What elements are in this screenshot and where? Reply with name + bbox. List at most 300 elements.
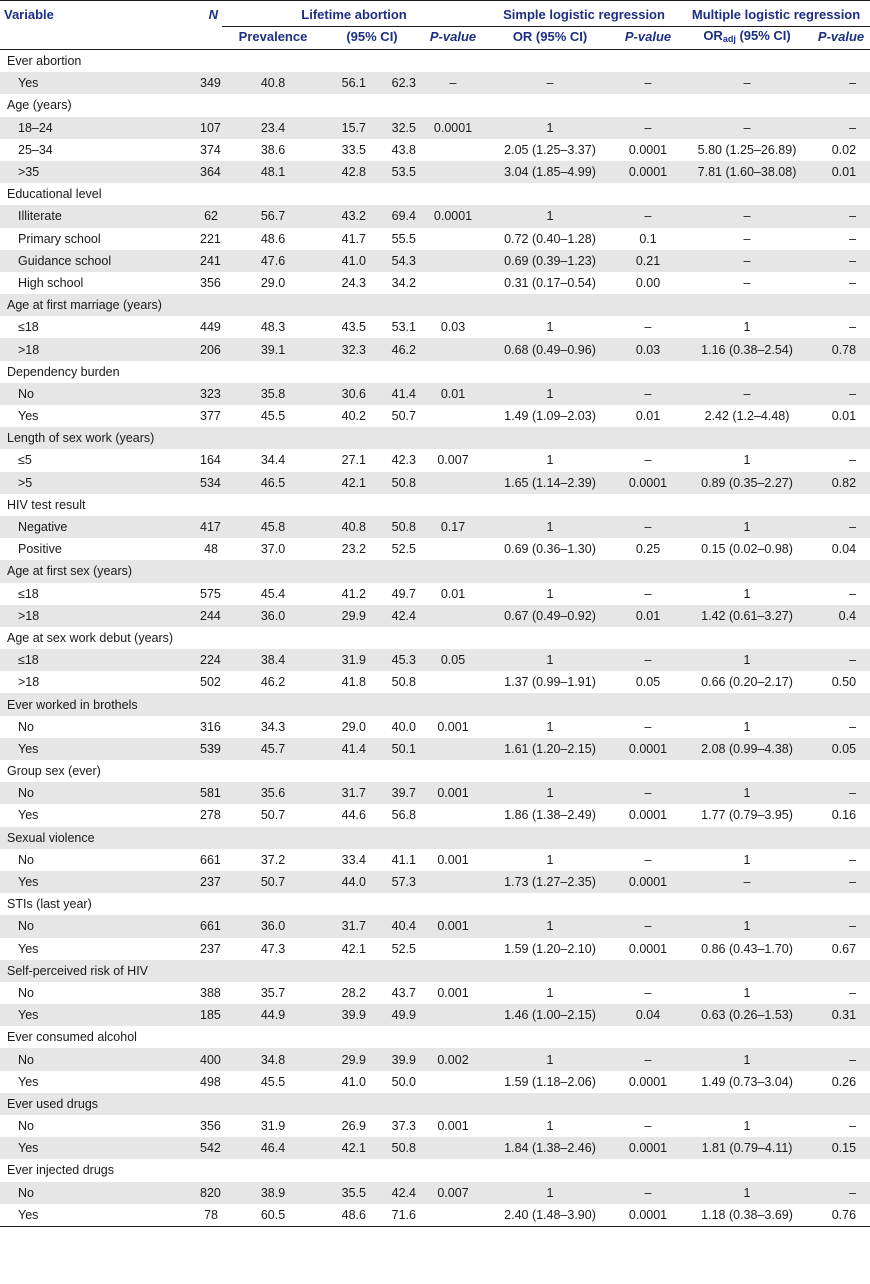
table-row xyxy=(0,1115,870,1137)
category-row xyxy=(0,183,870,205)
or-adj-cell: 1 xyxy=(682,1182,812,1204)
row-label: ≤18 xyxy=(18,320,39,335)
header-multiple-logistic-regression: Multiple logistic regression xyxy=(682,1,870,28)
n-cell xyxy=(196,693,222,715)
or-cell: 1.49 (1.09–2.03) xyxy=(504,409,596,424)
prevalence-cell: 34.4 xyxy=(260,453,286,468)
p-value-cell xyxy=(420,50,486,73)
n-cell xyxy=(196,893,222,915)
ci-low-cell: 44.6 xyxy=(341,808,366,823)
ci-high-cell xyxy=(370,760,420,782)
prevalence-cell: 46.5 xyxy=(222,472,324,494)
row-label: >18 xyxy=(0,605,196,627)
ci-low-cell xyxy=(324,50,370,73)
p-value-multiple-cell: 0.01 xyxy=(812,161,870,183)
p-value-multiple-cell: – xyxy=(849,320,857,335)
row-label: 18–24 xyxy=(0,117,196,139)
or-adj-cell xyxy=(682,294,812,316)
table-row xyxy=(0,228,870,250)
p-value-simple-cell: – xyxy=(614,516,682,538)
category-label: STIs (last year) xyxy=(7,897,92,912)
p-value-simple-cell: – xyxy=(614,383,682,405)
p-value-multiple-cell: – xyxy=(849,586,857,601)
category-label: Age at first sex (years) xyxy=(0,560,196,582)
ci-low-cell: 41.7 xyxy=(341,231,366,246)
ci-low-cell: 29.0 xyxy=(341,719,366,734)
ci-high-cell: 71.6 xyxy=(370,1204,420,1227)
ci-high-cell: 50.8 xyxy=(370,472,420,494)
ci-high-cell: 53.5 xyxy=(370,161,420,183)
p-value-simple-cell: – xyxy=(614,1182,682,1204)
or-adj-cell: 1 xyxy=(743,1119,751,1134)
prevalence-cell xyxy=(222,627,324,649)
ci-low-cell: 41.0 xyxy=(341,1074,366,1089)
or-adj-cell: 1.77 (0.79–3.95) xyxy=(701,808,793,823)
ci-low-cell: 42.1 xyxy=(324,472,370,494)
or-adj-cell: 1 xyxy=(682,782,812,804)
category-label: Dependency burden xyxy=(7,364,120,379)
prevalence-cell xyxy=(222,427,324,449)
ci-low-cell: 32.3 xyxy=(324,338,370,360)
or-adj-cell: 2.42 (1.2–4.48) xyxy=(704,409,790,424)
row-label: Negative xyxy=(0,516,196,538)
n-cell: 356 xyxy=(200,275,221,290)
or-cell: 0.68 (0.49–0.96) xyxy=(486,338,614,360)
ci-low-cell xyxy=(324,361,370,383)
p-value-simple-cell: – xyxy=(644,719,652,734)
p-value-multiple-cell xyxy=(812,960,870,982)
or-adj-cell: 1 xyxy=(743,852,751,867)
ci-low-cell: 31.9 xyxy=(324,649,370,671)
row-label: Yes xyxy=(0,1204,196,1227)
p-value-simple-cell: – xyxy=(644,586,652,601)
row-label: Yes xyxy=(0,1137,196,1159)
p-value-multiple-cell: – xyxy=(849,453,857,468)
or-adj-cell: 1.16 (0.38–2.54) xyxy=(682,338,812,360)
or-cell xyxy=(486,760,614,782)
ci-high-cell: 55.5 xyxy=(391,231,416,246)
p-value-multiple-cell: – xyxy=(849,719,857,734)
prevalence-cell: 46.4 xyxy=(222,1137,324,1159)
ci-high-cell: 43.7 xyxy=(391,985,416,1000)
prevalence-cell: 35.6 xyxy=(222,782,324,804)
p-value-simple-cell: – xyxy=(614,1048,682,1070)
p-value-cell: – xyxy=(420,72,486,94)
row-label: No xyxy=(18,719,34,734)
p-value-cell xyxy=(420,538,486,560)
table-row xyxy=(0,205,870,227)
ci-low-cell: 30.6 xyxy=(324,383,370,405)
p-value-multiple-cell xyxy=(812,627,870,649)
or-cell: 1 xyxy=(486,516,614,538)
or-cell: 2.40 (1.48–3.90) xyxy=(486,1204,614,1227)
or-cell xyxy=(486,1026,614,1048)
p-value-multiple-cell xyxy=(812,94,870,116)
table-row xyxy=(0,782,870,804)
p-value-simple-cell xyxy=(614,1093,682,1115)
p-value-cell xyxy=(420,827,486,849)
ci-high-cell: 56.8 xyxy=(391,808,416,823)
ci-high-cell xyxy=(370,1093,420,1115)
or-cell: 0.69 (0.36–1.30) xyxy=(504,542,596,557)
p-value-simple-cell: 0.0001 xyxy=(628,808,668,823)
p-value-multiple-cell: 0.67 xyxy=(831,941,857,956)
category-row xyxy=(0,1093,870,1115)
n-cell xyxy=(196,827,222,849)
n-cell: 241 xyxy=(196,250,222,272)
row-label: ≤18 xyxy=(18,586,39,601)
category-row xyxy=(0,94,870,116)
row-label: High school xyxy=(18,275,84,290)
p-value-simple-cell xyxy=(614,294,682,316)
p-value-multiple-cell: – xyxy=(812,72,870,94)
table-row xyxy=(0,316,870,338)
table-row xyxy=(0,272,870,294)
p-value-simple-cell: 0.0001 xyxy=(614,472,682,494)
p-value-multiple-cell: 0.76 xyxy=(812,1204,870,1227)
category-label: Age at sex work debut (years) xyxy=(7,630,174,645)
p-value-multiple-cell: 0.15 xyxy=(812,1137,870,1159)
p-value-simple-cell: 0.1 xyxy=(639,231,657,246)
or-cell: 1 xyxy=(486,649,614,671)
p-value-simple-cell: 0.21 xyxy=(614,250,682,272)
category-row xyxy=(0,427,870,449)
row-label: No xyxy=(18,852,34,867)
p-value-cell: 0.001 xyxy=(437,719,469,734)
table-row xyxy=(0,1204,870,1227)
p-value-multiple-cell: – xyxy=(849,275,857,290)
n-cell: 224 xyxy=(196,649,222,671)
or-adj-cell: – xyxy=(743,275,751,290)
p-value-simple-cell: – xyxy=(644,453,652,468)
ci-low-cell xyxy=(324,183,370,205)
p-value-cell xyxy=(420,294,486,316)
p-value-cell xyxy=(420,960,486,982)
or-cell xyxy=(486,627,614,649)
or-adj-cell: – xyxy=(743,231,751,246)
n-cell xyxy=(196,294,222,316)
p-value-multiple-cell: – xyxy=(812,782,870,804)
or-adj-cell: 0.63 (0.26–1.53) xyxy=(682,1004,812,1026)
table-row xyxy=(0,649,870,671)
ci-low-cell: 31.7 xyxy=(324,782,370,804)
n-cell: 278 xyxy=(200,808,221,823)
row-label: Yes xyxy=(18,808,39,823)
ci-low-cell: 41.8 xyxy=(341,675,366,690)
table-row xyxy=(0,915,870,937)
prevalence-cell: 34.8 xyxy=(222,1048,324,1070)
ci-high-cell: 43.8 xyxy=(391,142,416,157)
n-cell: 48 xyxy=(204,542,218,557)
ci-high-cell: 57.3 xyxy=(370,871,420,893)
ci-high-cell: 50.0 xyxy=(391,1074,416,1089)
p-value-simple-cell: 0.00 xyxy=(635,275,661,290)
ci-low-cell xyxy=(324,1026,370,1048)
n-cell: 244 xyxy=(196,605,222,627)
category-row xyxy=(0,760,870,782)
p-value-multiple-cell xyxy=(812,760,870,782)
ci-high-cell: 50.8 xyxy=(370,1137,420,1159)
n-cell: 542 xyxy=(196,1137,222,1159)
n-cell xyxy=(196,760,222,782)
ci-low-cell: 15.7 xyxy=(324,117,370,139)
or-cell: 1 xyxy=(546,985,554,1000)
p-value-multiple-cell: – xyxy=(812,205,870,227)
or-adj-cell xyxy=(682,183,812,205)
p-value-cell xyxy=(420,1204,486,1227)
p-value-multiple-cell xyxy=(812,361,870,383)
p-value-cell: 0.0001 xyxy=(420,205,486,227)
ci-low-cell: 29.9 xyxy=(324,1048,370,1070)
p-value-cell: 0.17 xyxy=(420,516,486,538)
p-value-simple-cell xyxy=(614,183,682,205)
or-adj-cell xyxy=(682,693,812,715)
ci-high-cell: 50.7 xyxy=(391,409,416,424)
ci-high-cell: 32.5 xyxy=(370,117,420,139)
n-cell: 364 xyxy=(196,161,222,183)
n-cell: 539 xyxy=(196,738,222,760)
p-value-cell xyxy=(420,1093,486,1115)
n-cell: 581 xyxy=(196,782,222,804)
p-value-simple-cell: 0.04 xyxy=(614,1004,682,1026)
row-label: Primary school xyxy=(18,231,101,246)
n-cell: 400 xyxy=(196,1048,222,1070)
ci-high-cell: 52.5 xyxy=(391,941,416,956)
n-cell: 661 xyxy=(200,852,221,867)
ci-high-cell: 46.2 xyxy=(370,338,420,360)
row-label: ≤18 xyxy=(0,649,196,671)
or-adj-cell: 2.08 (0.99–4.38) xyxy=(682,738,812,760)
p-value-multiple-cell xyxy=(812,50,870,73)
p-value-multiple-cell: 0.31 xyxy=(812,1004,870,1026)
p-value-cell xyxy=(420,472,486,494)
table-row xyxy=(0,449,870,471)
p-value-multiple-cell: – xyxy=(812,383,870,405)
prevalence-cell xyxy=(222,760,324,782)
p-value-multiple-cell xyxy=(812,294,870,316)
n-cell: 356 xyxy=(200,1119,221,1134)
row-label: Yes xyxy=(18,409,39,424)
prevalence-cell: 38.9 xyxy=(222,1182,324,1204)
p-value-cell xyxy=(420,1137,486,1159)
category-row xyxy=(0,494,870,516)
p-value-simple-cell xyxy=(614,494,682,516)
p-value-cell xyxy=(420,938,486,960)
or-adj-cell xyxy=(682,893,812,915)
prevalence-cell: 60.5 xyxy=(222,1204,324,1227)
p-value-simple-cell xyxy=(614,893,682,915)
or-cell xyxy=(486,693,614,715)
p-value-multiple-cell: – xyxy=(849,852,857,867)
header-simple-logistic-regression: Simple logistic regression xyxy=(486,1,682,28)
n-cell xyxy=(196,183,222,205)
or-adj-cell xyxy=(682,760,812,782)
header-prevalence: Prevalence xyxy=(222,27,324,50)
p-value-cell xyxy=(420,250,486,272)
ci-low-cell: 33.5 xyxy=(341,142,366,157)
p-value-simple-cell: – xyxy=(644,320,652,335)
or-adj-cell: 0.15 (0.02–0.98) xyxy=(701,542,793,557)
table-row xyxy=(0,671,870,693)
or-adj-cell: 1 xyxy=(743,586,751,601)
or-cell xyxy=(486,294,614,316)
p-value-simple-cell: – xyxy=(614,117,682,139)
category-row xyxy=(0,893,870,915)
prevalence-cell: 44.9 xyxy=(222,1004,324,1026)
table-row xyxy=(0,1048,870,1070)
or-adj-cell xyxy=(682,427,812,449)
p-value-simple-cell: 0.0001 xyxy=(628,1074,668,1089)
header-p-value-lifetime: P-value xyxy=(420,27,486,50)
category-label: Group sex (ever) xyxy=(7,764,101,779)
ci-low-cell: 28.2 xyxy=(341,985,366,1000)
p-value-cell xyxy=(420,405,486,427)
prevalence-cell xyxy=(222,294,324,316)
n-cell xyxy=(196,560,222,582)
table-row xyxy=(0,383,870,405)
or-adj-subscript: adj xyxy=(722,34,736,44)
ci-high-cell xyxy=(370,1159,420,1181)
p-value-multiple-cell: – xyxy=(812,516,870,538)
prevalence-cell: 34.3 xyxy=(260,719,286,734)
p-value-cell xyxy=(420,272,486,294)
table-row xyxy=(0,117,870,139)
p-value-cell: 0.01 xyxy=(440,586,466,601)
p-value-multiple-cell: 0.16 xyxy=(831,808,857,823)
ci-high-cell: 49.7 xyxy=(391,586,416,601)
table-row xyxy=(0,583,870,605)
category-row xyxy=(0,560,870,582)
or-adj-cell: 7.81 (1.60–38.08) xyxy=(682,161,812,183)
ci-low-cell: 42.1 xyxy=(324,1137,370,1159)
ci-high-cell: 39.9 xyxy=(370,1048,420,1070)
p-value-simple-cell: – xyxy=(644,1119,652,1134)
prevalence-cell: 56.7 xyxy=(222,205,324,227)
prevalence-cell: 38.6 xyxy=(260,142,286,157)
p-value-multiple-cell: – xyxy=(812,915,870,937)
n-cell: 206 xyxy=(196,338,222,360)
ci-high-cell xyxy=(370,693,420,715)
p-value-simple-cell: – xyxy=(614,782,682,804)
p-value-multiple-cell xyxy=(812,827,870,849)
row-label: ≤5 xyxy=(18,453,32,468)
p-value-multiple-cell: – xyxy=(812,1048,870,1070)
or-cell xyxy=(486,494,614,516)
or-adj-cell: 0.86 (0.43–1.70) xyxy=(701,941,793,956)
n-cell xyxy=(196,1026,222,1048)
prevalence-cell: 46.2 xyxy=(260,675,286,690)
row-label: 25–34 xyxy=(18,142,53,157)
n-cell xyxy=(196,94,222,116)
p-value-simple-cell xyxy=(614,560,682,582)
category-label: Ever worked in brothels xyxy=(0,693,196,715)
p-value-multiple-cell: – xyxy=(812,871,870,893)
n-cell: 164 xyxy=(200,453,221,468)
table-row xyxy=(0,538,870,560)
table-row xyxy=(0,72,870,94)
table-row xyxy=(0,472,870,494)
p-value-simple-cell xyxy=(614,427,682,449)
ci-low-cell: 44.0 xyxy=(324,871,370,893)
ci-low-cell xyxy=(324,294,370,316)
or-cell: 0.69 (0.39–1.23) xyxy=(486,250,614,272)
category-row xyxy=(0,1159,870,1181)
prevalence-cell: 47.6 xyxy=(222,250,324,272)
category-row xyxy=(0,1026,870,1048)
n-cell xyxy=(196,494,222,516)
or-cell xyxy=(486,1093,614,1115)
table-row xyxy=(0,1071,870,1093)
p-value-simple-cell: 0.0001 xyxy=(614,871,682,893)
p-value-simple-cell: – xyxy=(614,205,682,227)
p-value-cell xyxy=(420,693,486,715)
table-row xyxy=(0,1137,870,1159)
or-adj-cell xyxy=(682,627,812,649)
or-adj-cell xyxy=(682,827,812,849)
ci-high-cell: 52.5 xyxy=(391,542,416,557)
n-cell: 661 xyxy=(196,915,222,937)
ci-low-cell: 43.2 xyxy=(324,205,370,227)
category-row xyxy=(0,50,870,73)
table-row xyxy=(0,982,870,1004)
category-row xyxy=(0,627,870,649)
prevalence-cell xyxy=(222,1026,324,1048)
ci-high-cell: 42.3 xyxy=(391,453,416,468)
prevalence-cell: 48.3 xyxy=(260,320,286,335)
p-value-cell xyxy=(420,804,486,826)
category-label: Age (years) xyxy=(7,98,72,113)
or-cell: 1 xyxy=(486,782,614,804)
header-n: N xyxy=(196,1,222,28)
ci-low-cell: 29.9 xyxy=(324,605,370,627)
p-value-multiple-cell: 0.4 xyxy=(812,605,870,627)
or-adj-cell xyxy=(682,50,812,73)
prevalence-cell: 45.8 xyxy=(222,516,324,538)
or-adj-cell xyxy=(682,1159,812,1181)
p-value-multiple-cell xyxy=(812,494,870,516)
or-cell: 1.37 (0.99–1.91) xyxy=(504,675,596,690)
ci-high-cell: 50.8 xyxy=(391,675,416,690)
or-cell: 0.72 (0.40–1.28) xyxy=(504,231,596,246)
category-label: Self-perceived risk of HIV xyxy=(0,960,196,982)
or-adj-cell xyxy=(682,361,812,383)
category-label: Age at first marriage (years) xyxy=(0,294,196,316)
p-value-cell: 0.03 xyxy=(440,320,466,335)
p-value-cell: 0.007 xyxy=(437,453,469,468)
p-value-cell xyxy=(420,361,486,383)
p-value-simple-cell xyxy=(614,627,682,649)
p-value-simple-cell: – xyxy=(644,985,652,1000)
p-value-multiple-cell: – xyxy=(849,231,857,246)
row-label: No xyxy=(0,1048,196,1070)
row-label: No xyxy=(0,1182,196,1204)
p-value-cell: 0.001 xyxy=(437,1119,469,1134)
row-label: Yes xyxy=(0,72,196,94)
or-adj-cell: – xyxy=(682,383,812,405)
prevalence-cell xyxy=(222,893,324,915)
p-value-simple-cell xyxy=(614,960,682,982)
or-adj-cell xyxy=(682,960,812,982)
or-cell xyxy=(486,893,614,915)
prevalence-cell xyxy=(222,960,324,982)
p-value-cell: 0.007 xyxy=(420,1182,486,1204)
or-adj-cell: 1 xyxy=(682,649,812,671)
or-adj-cell xyxy=(682,1026,812,1048)
ci-low-cell xyxy=(324,893,370,915)
n-cell: 185 xyxy=(196,1004,222,1026)
or-adj-cell xyxy=(682,1093,812,1115)
table-row xyxy=(0,738,870,760)
